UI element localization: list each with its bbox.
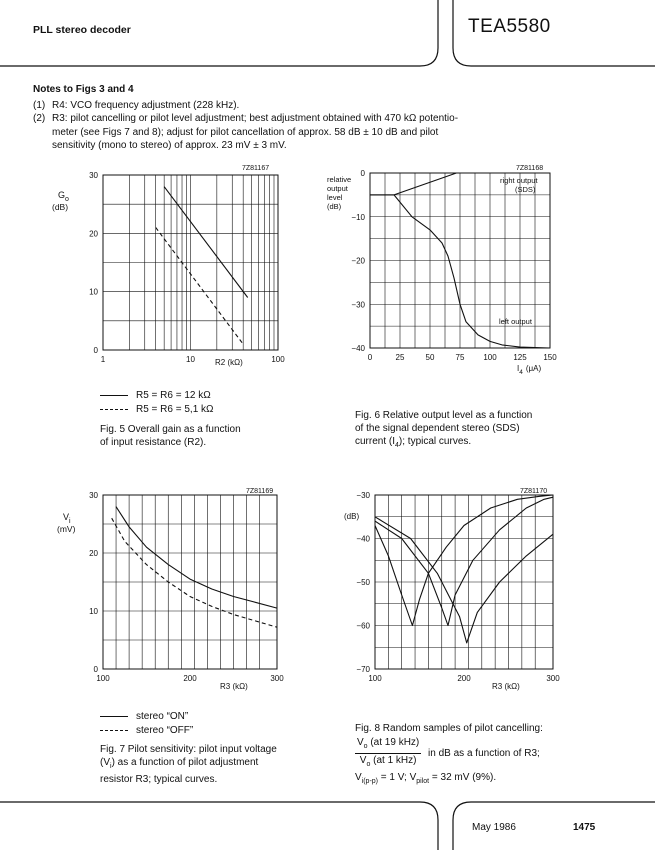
x-tick-label: 300 bbox=[546, 674, 560, 683]
legend-label: stereo “ON” bbox=[136, 711, 189, 722]
caption-line: Fig. 5 Overall gain as a function bbox=[100, 424, 241, 435]
caption-line: resistor R3; typical curves. bbox=[100, 774, 218, 785]
data-curve-1 bbox=[116, 507, 277, 608]
x-tick-label: 300 bbox=[270, 674, 284, 683]
y-tick-label: −60 bbox=[356, 621, 370, 631]
x-tick-label: 1 bbox=[100, 355, 106, 364]
x-tick-label: 100 bbox=[368, 674, 382, 683]
y-tick-label: −30 bbox=[356, 491, 370, 500]
y-axis-label-line: relative bbox=[327, 175, 352, 184]
part-number: TEA5580 bbox=[468, 16, 551, 37]
annotation-right-output: right output bbox=[500, 176, 538, 185]
caption-line: Fig. 8 Random samples of pilot cancelling: bbox=[355, 723, 543, 734]
x-tick-label: 100 bbox=[271, 355, 285, 364]
y-tick-label: −20 bbox=[351, 256, 365, 266]
figure-code: 7Z81170 bbox=[520, 488, 548, 495]
x-tick-label: 0 bbox=[367, 353, 373, 362]
caption-fraction-line bbox=[355, 736, 605, 771]
legend-entry-solid bbox=[100, 389, 214, 403]
y-tick-label: 20 bbox=[89, 229, 98, 239]
figure-7-caption bbox=[100, 743, 277, 786]
figure-7-chart bbox=[55, 485, 295, 700]
caption-line: of the signal dependent stereo (SDS) bbox=[355, 423, 520, 434]
y-tick-label: −70 bbox=[356, 665, 370, 674]
note-number: (2) bbox=[33, 113, 46, 124]
caption-line: Fig. 7 Pilot sensitivity: pilot input voltage bbox=[100, 744, 277, 755]
y-axis-label: $V_i$ bbox=[63, 512, 71, 525]
legend-label: R5 = R6 = 12 kΩ bbox=[136, 390, 211, 401]
x-axis-label: $I_4$ (μA) bbox=[517, 364, 542, 376]
y-tick-label: 0 bbox=[93, 665, 98, 674]
figure-8-chart bbox=[330, 485, 575, 700]
note-2 bbox=[33, 112, 593, 153]
figure-8-caption bbox=[355, 722, 605, 788]
figure-code: 7Z81167 bbox=[242, 165, 270, 172]
caption-line: of input resistance (R2). bbox=[100, 437, 207, 448]
figure-5-caption bbox=[100, 423, 241, 449]
x-tick-label: 50 bbox=[425, 353, 435, 362]
y-tick-label: 20 bbox=[89, 549, 98, 558]
x-tick-label: 150 bbox=[543, 353, 557, 362]
legend-entry-solid bbox=[100, 710, 193, 724]
fraction-numerator: $V_o$ (at 19 kHz) bbox=[355, 736, 421, 754]
x-tick-label: 25 bbox=[395, 353, 405, 362]
y-axis-label-line: (dB) bbox=[327, 202, 342, 211]
document-title: PLL stereo decoder bbox=[33, 24, 131, 36]
note-text-continued: sensitivity (mono to stereo) of approx. 23 mV ± 3 mV. bbox=[52, 140, 287, 151]
legend-label: stereo “OFF” bbox=[136, 725, 194, 736]
y-tick-label: −40 bbox=[356, 534, 370, 544]
legend-label: R5 = R6 = 5,1 kΩ bbox=[136, 404, 214, 415]
figure-5-chart bbox=[50, 160, 310, 375]
y-tick-label: 30 bbox=[89, 491, 98, 500]
y-tick-label: −10 bbox=[351, 212, 365, 222]
y-tick-label: 10 bbox=[89, 287, 98, 297]
annotation-left-output: left output bbox=[499, 317, 532, 326]
x-tick-label: 100 bbox=[483, 353, 497, 362]
x-axis-label: R3 (kΩ) bbox=[492, 682, 520, 691]
figure-7-legend bbox=[100, 710, 193, 738]
caption-line: Fig. 6 Relative output level as a function bbox=[355, 410, 533, 421]
y-axis-label-line: output bbox=[327, 184, 348, 193]
figure-6-chart bbox=[322, 160, 572, 380]
figure-code: 7Z81168 bbox=[516, 165, 544, 172]
y-axis-unit: (dB) bbox=[52, 202, 69, 212]
footer-page-number: 1475 bbox=[573, 822, 596, 833]
y-tick-label: 10 bbox=[89, 607, 98, 616]
x-tick-label: 75 bbox=[455, 353, 465, 362]
caption-text: in dB as a function of R3; bbox=[428, 748, 540, 760]
dashed-line-swatch bbox=[100, 730, 128, 731]
data-curve-2 bbox=[156, 228, 244, 345]
note-1 bbox=[33, 99, 593, 113]
note-text: R3: pilot cancelling or pilot level adjustment; best adjustment obtained with 470 kΩ potentio- bbox=[52, 113, 459, 124]
caption-line: $V_{i(p-p)} = 1$ V; $V_{pilot} = 32$ mV (9%). bbox=[355, 772, 497, 785]
y-tick-label: 0 bbox=[360, 169, 365, 178]
y-tick-label: −30 bbox=[351, 300, 365, 310]
figure-6-caption bbox=[355, 409, 532, 452]
solid-line-swatch bbox=[100, 716, 128, 717]
figure-5-legend bbox=[100, 389, 214, 417]
x-tick-label: 10 bbox=[186, 355, 195, 364]
note-text-continued: meter (see Figs 7 and 8); adjust for pilot cancellation of approx. 58 dB ± 10 dB and pilot bbox=[52, 126, 439, 138]
notes-title: Notes to Figs 3 and 4 bbox=[33, 84, 134, 95]
x-tick-label: 200 bbox=[183, 674, 197, 683]
figure-code: 7Z81169 bbox=[246, 488, 274, 495]
note-number: (1) bbox=[33, 100, 46, 111]
x-tick-label: 100 bbox=[96, 674, 110, 683]
y-tick-label: 30 bbox=[89, 171, 98, 180]
x-axis-label: R2 (kΩ) bbox=[215, 358, 243, 367]
x-tick-label: 125 bbox=[513, 353, 527, 362]
x-tick-label: 200 bbox=[457, 674, 471, 683]
dashed-line-swatch bbox=[100, 409, 128, 410]
legend-entry-dashed bbox=[100, 724, 193, 738]
solid-line-swatch bbox=[100, 395, 128, 396]
y-tick-label: −40 bbox=[351, 344, 365, 353]
y-axis-label: $G_o$ bbox=[58, 190, 69, 203]
legend-entry-dashed bbox=[100, 403, 214, 417]
x-axis-label: R3 (kΩ) bbox=[220, 682, 248, 691]
caption-line: $(V_i)$ as a function of pilot adjustment bbox=[100, 757, 259, 770]
y-axis-unit: (mV) bbox=[57, 524, 76, 534]
y-tick-label: 0 bbox=[93, 346, 98, 355]
y-axis-label-line: level bbox=[327, 193, 343, 202]
fraction-denominator: $V_o$ (at 1 kHz) bbox=[359, 755, 417, 768]
note-text: R4: VCO frequency adjustment (228 kHz). bbox=[52, 100, 240, 111]
y-axis-unit: (dB) bbox=[344, 512, 360, 521]
footer-date: May 1986 bbox=[472, 822, 516, 833]
caption-line: current $(I_4)$; typical curves. bbox=[355, 436, 472, 449]
annotation-right-output-sds: (SDS) bbox=[515, 185, 536, 194]
y-tick-label: −50 bbox=[356, 578, 370, 587]
voltage-ratio-fraction bbox=[355, 736, 421, 771]
